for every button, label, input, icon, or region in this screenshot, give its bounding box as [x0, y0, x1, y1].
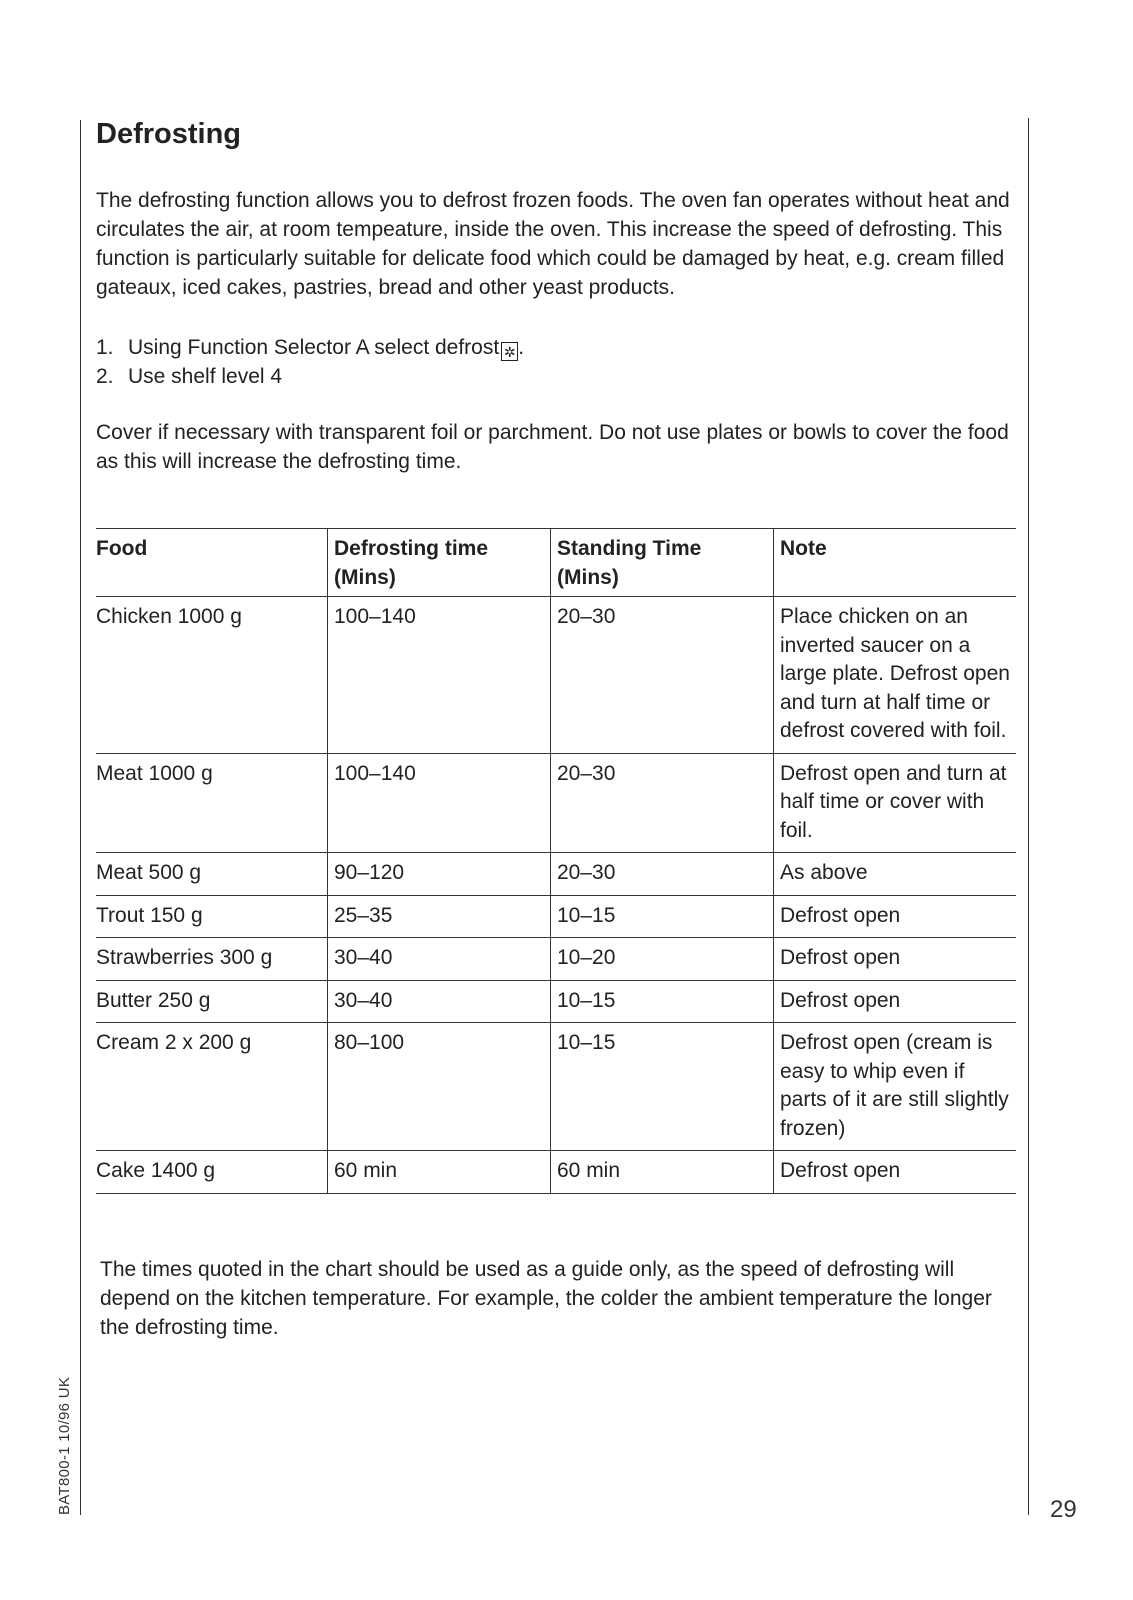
step-text: Using Function Selector A select defrost ✲ .	[128, 336, 525, 360]
cell-note: Defrost open (cream is easy to whip even if parts of it are still slightly frozen)	[774, 1023, 1017, 1151]
cell-standing-time: 10–20	[551, 938, 774, 981]
document-code: BAT800-1 10/96 UK	[56, 1376, 73, 1515]
defrost-icon: ✲	[501, 342, 518, 361]
cell-food: Cake 1400 g	[96, 1151, 328, 1194]
cell-food: Strawberries 300 g	[96, 938, 328, 981]
cell-food: Meat 500 g	[96, 853, 328, 896]
table-row	[96, 1023, 1016, 1151]
table-row	[96, 1151, 1016, 1194]
header-defrosting-time: Defrosting time (Mins)	[328, 529, 551, 597]
cell-defrosting-time: 100–140	[328, 597, 551, 754]
cell-standing-time: 20–30	[551, 753, 774, 853]
cell-note: As above	[774, 853, 1017, 896]
cell-defrosting-time: 90–120	[328, 853, 551, 896]
cell-food: Cream 2 x 200 g	[96, 1023, 328, 1151]
header-food: Food	[96, 529, 328, 597]
cell-standing-time: 60 min	[551, 1151, 774, 1194]
left-margin-rule	[80, 120, 81, 1515]
step-item	[96, 333, 524, 362]
step-text: Use shelf level 4	[128, 365, 283, 388]
cell-standing-time: 10–15	[551, 1023, 774, 1151]
cell-food: Meat 1000 g	[96, 753, 328, 853]
cell-note: Defrost open	[774, 1151, 1017, 1194]
table-body	[96, 597, 1016, 1194]
table-row	[96, 938, 1016, 981]
cell-defrosting-time: 100–140	[328, 753, 551, 853]
instruction-steps	[96, 333, 524, 391]
cell-note: Defrost open	[774, 938, 1017, 981]
header-note: Note	[774, 529, 1017, 597]
table-row	[96, 980, 1016, 1023]
cover-note: Cover if necessary with transparent foil or parchment. Do not use plates or bowls to cover the food as this will increase the defrosting time.	[96, 421, 1009, 473]
table-row	[96, 853, 1016, 896]
cell-defrosting-time: 80–100	[328, 1023, 551, 1151]
table-row	[96, 895, 1016, 938]
cell-note: Defrost open	[774, 895, 1017, 938]
step-item	[96, 362, 524, 391]
step-number: 1.	[96, 336, 114, 359]
cell-food: Butter 250 g	[96, 980, 328, 1023]
footnote: The times quoted in the chart should be used as a guide only, as the speed of defrosting will depend on the kitchen temperature. For example, the colder the ambient temperature the longer the defrosting time.	[100, 1258, 992, 1339]
cell-food: Trout 150 g	[96, 895, 328, 938]
cell-standing-time: 20–30	[551, 597, 774, 754]
cell-standing-time: 10–15	[551, 980, 774, 1023]
cell-defrosting-time: 25–35	[328, 895, 551, 938]
intro-paragraph: The defrosting function allows you to defrost frozen foods. The oven fan operates without heat and circulates the air, at room tempeature, inside the oven. This increase the speed of defrosting. This function is particularly suitable for delicate food which could be damaged by heat, e.g. cream filled gateaux, iced cakes, pastries, bread and other yeast products.	[96, 189, 1010, 299]
cell-defrosting-time: 60 min	[328, 1151, 551, 1194]
cell-note: Defrost open and turn at half time or cover with foil.	[774, 753, 1017, 853]
page-title: Defrosting	[96, 118, 241, 150]
table-row	[96, 597, 1016, 754]
right-margin-rule	[1028, 118, 1029, 1515]
cell-note: Place chicken on an inverted saucer on a large plate. Defrost open and turn at half time or defrost covered with foil.	[774, 597, 1017, 754]
cell-food: Chicken 1000 g	[96, 597, 328, 754]
table-row	[96, 753, 1016, 853]
header-standing-time: Standing Time (Mins)	[551, 529, 774, 597]
step-number: 2.	[96, 365, 114, 388]
table-header-row	[96, 529, 1016, 597]
cell-defrosting-time: 30–40	[328, 980, 551, 1023]
page-number: 29	[1050, 1496, 1077, 1523]
cell-standing-time: 20–30	[551, 853, 774, 896]
cell-standing-time: 10–15	[551, 895, 774, 938]
cell-defrosting-time: 30–40	[328, 938, 551, 981]
defrosting-table	[96, 528, 1016, 1194]
cell-note: Defrost open	[774, 980, 1017, 1023]
